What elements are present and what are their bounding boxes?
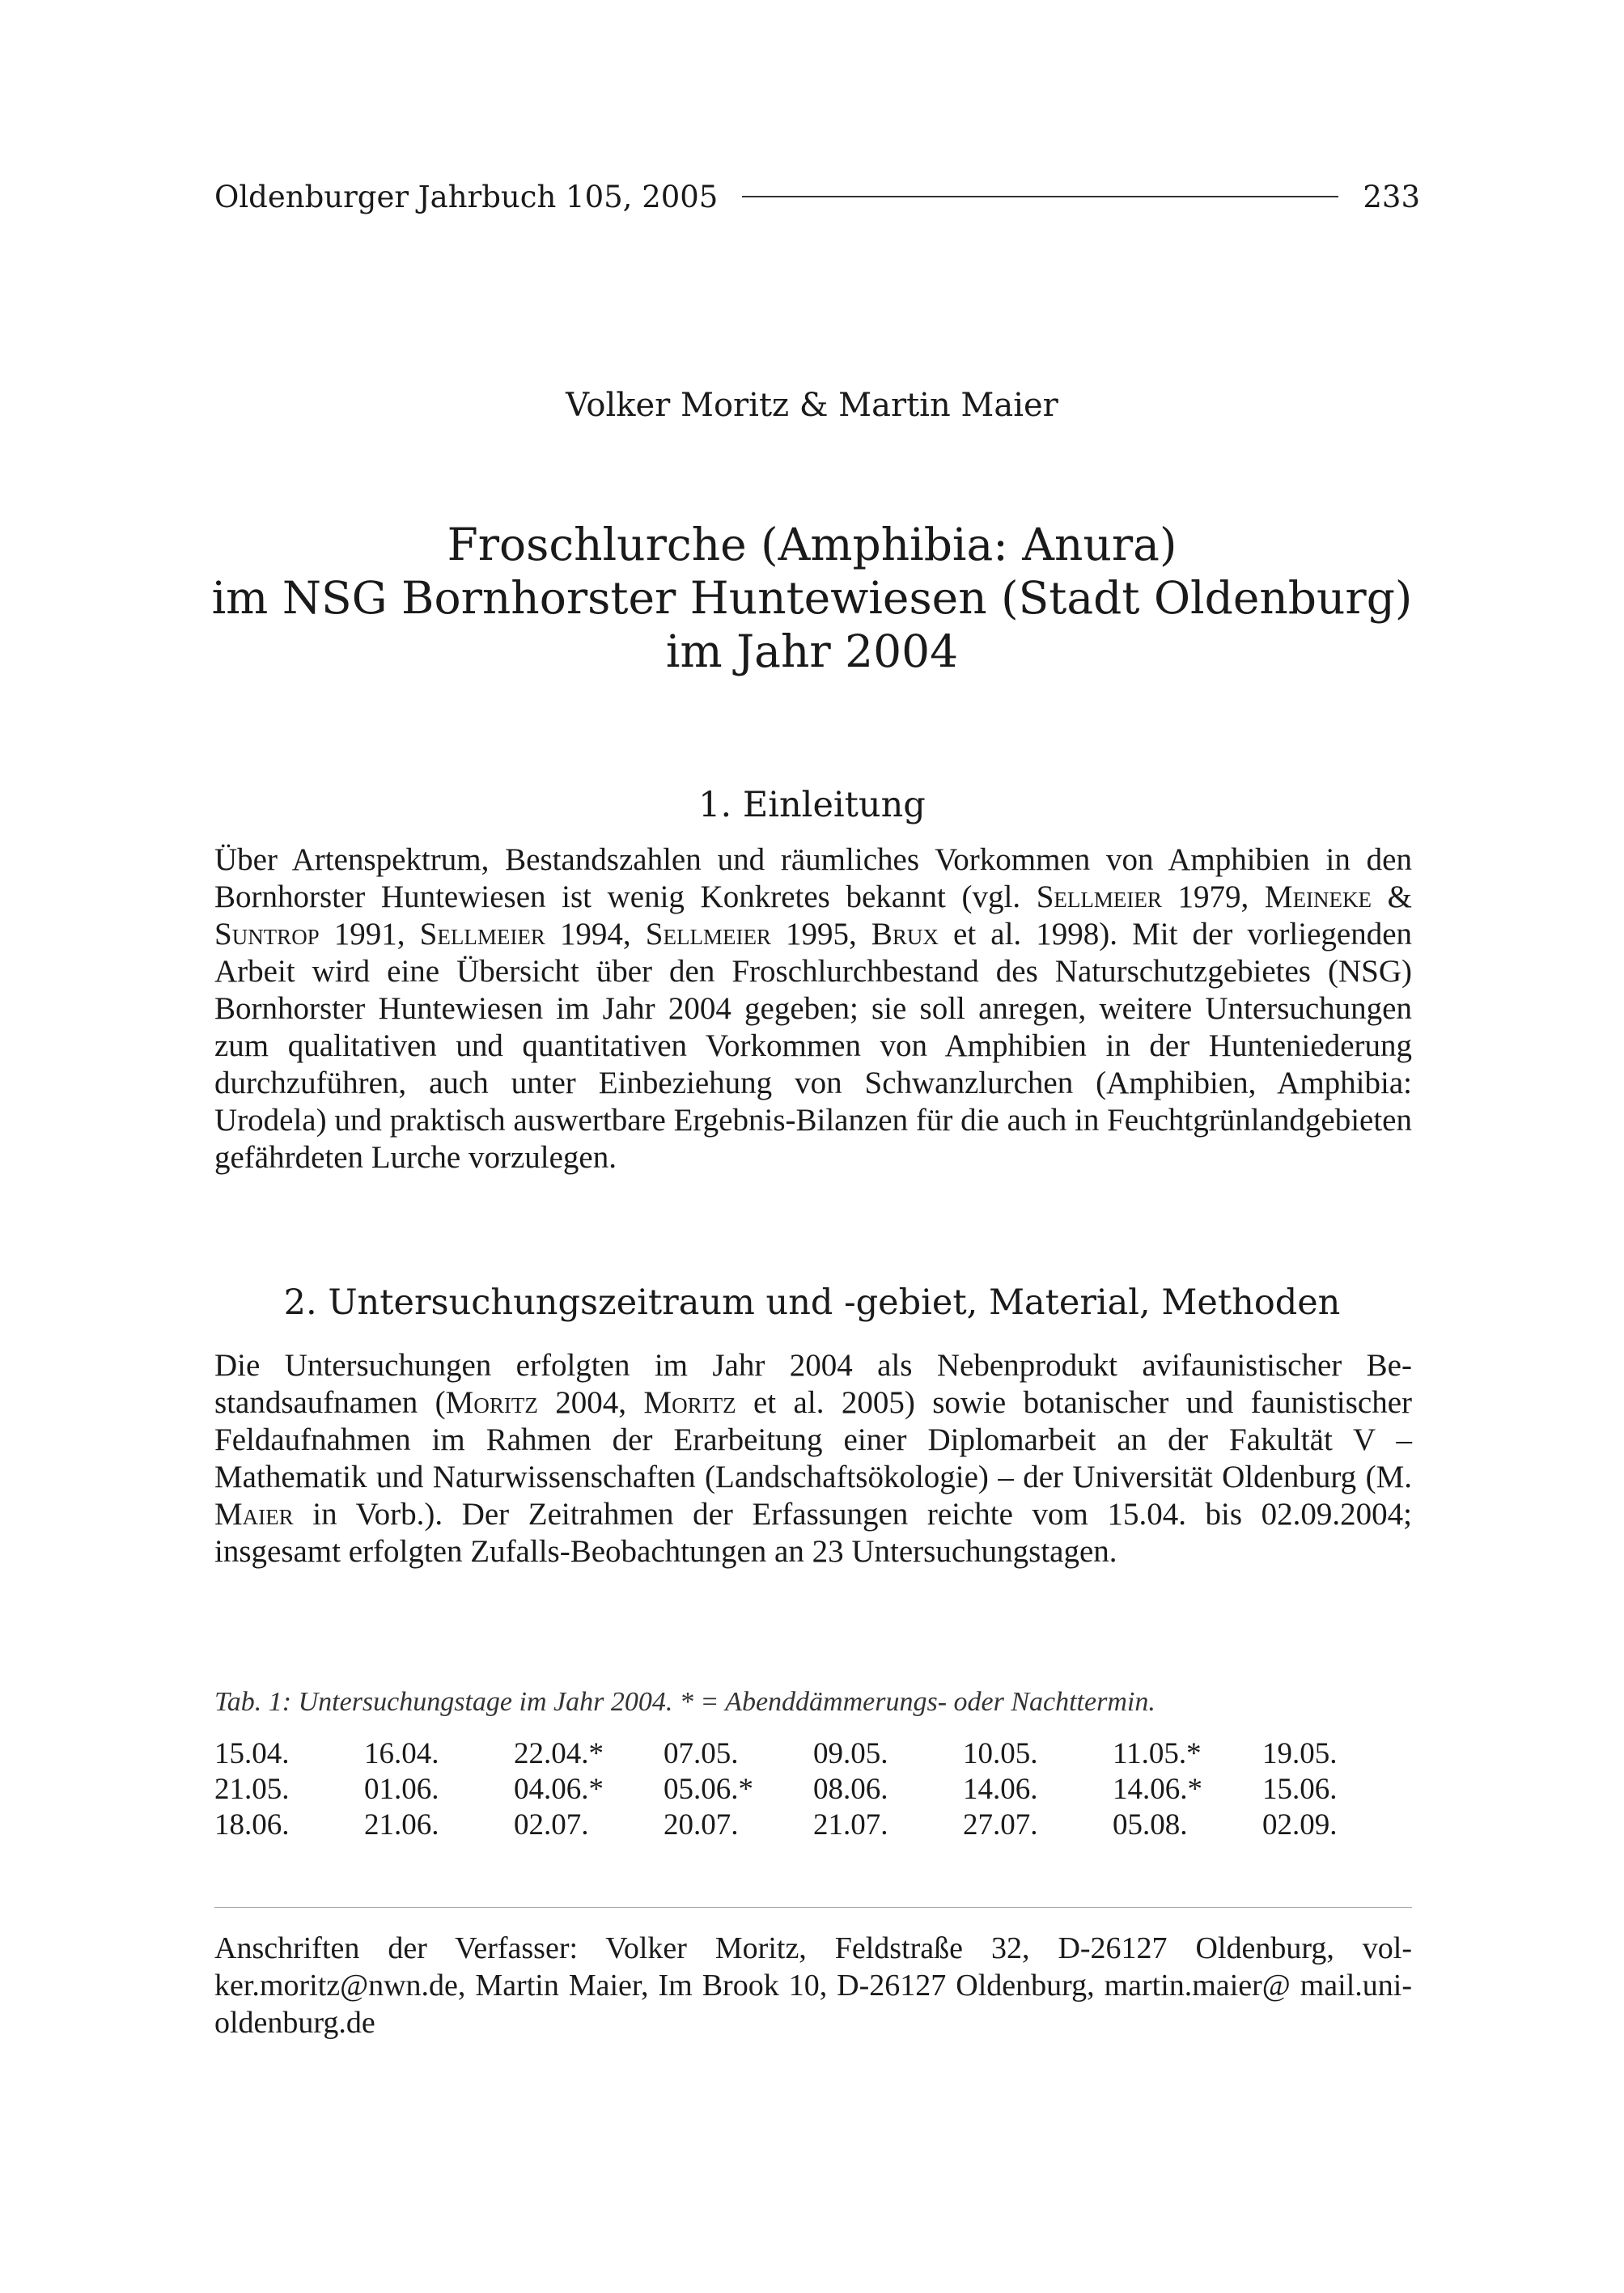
citation: Sellmeier [645,917,771,952]
citation: Moritz [643,1385,736,1420]
article-title [0,518,1624,678]
survey-dates-table [214,1736,1412,1842]
citation: Sellmeier [419,917,545,952]
title-line-3: im Jahr 2004 [665,625,959,677]
section-2-paragraph: Die Untersuchungen erfolgten im Jahr 2004 als Nebenprodukt avifaunistischer Bestandsaufnamen (Moritz 2004, Moritz et al. 2005) sowie botanischer und faunistischer Feldaufnahmen im Rahmen der Erarbeitung einer Diplomarbeit an der Fakultät V – Mathematik und Naturwissenschaften (Landschaftsökologie) – der Universität Oldenburg (M. Maier in Vorb.). Der Zeitrahmen der Erfassungen reichte vom 15.04. bis 02.09.2004; insgesamt erfolgten Zufalls-Beobachtungen an 23 Untersuchungstagen. [214,1348,1413,1569]
section-1-paragraph: Über Artenspektrum, Bestandszahlen und räumliches Vorkommen von Amphibien in den Bornhorster Huntewiesen ist wenig Konkretes bekannt (vgl. Sellmeier 1979, Meineke & Suntrop 1991, Sellmeier 1994, Sellmeier 1995, Brux et al. 1998). Mit der vorliegenden Arbeit wird eine Übersicht über den Froschlurchbestand des Naturschutzgebietes (NSG) Bornhorster Huntewiesen im Jahr 2004 gegeben; sie soll anregen, weitere Untersuchungen zum qualitativen und quantitativen Vorkommen von Amphibien in der Hunteniederung durchzuführen, auch unter Einbeziehung von Schwanzlurchen (Amphibien, Amphibia: Urodela) und praktisch auswertbare Ergebnis-Bilanzen für die auch in Feuchtgrünlandgebieten gefährdeten Lurche vorzulegen. [214,842,1413,1175]
running-head [214,176,1420,217]
table-cell: 07.05. [664,1736,739,1770]
table-cell: 02.09. [1262,1808,1338,1842]
citation: Maier [214,1497,294,1532]
table-cell: 04.06.* [514,1772,604,1806]
table-cell: 19.05. [1262,1736,1338,1770]
table-cell: 16.04. [364,1736,439,1770]
table-cell: 05.08. [1113,1808,1188,1842]
title-line-1: Froschlurche (Amphibia: Anura) [447,519,1177,570]
header-rule [742,196,1338,197]
citation: Moritz [445,1385,538,1420]
table-cell: 21.05. [214,1772,290,1806]
table-row [214,1807,1412,1842]
table-cell: 01.06. [364,1772,439,1806]
table-cell: 21.07. [813,1808,888,1842]
citation: Meineke [1264,879,1372,914]
table-cell: 05.06.* [664,1772,753,1806]
table-cell: 15.06. [1262,1772,1338,1806]
section-1-heading: 1. Einleitung [698,785,926,825]
table-cell: 21.06. [364,1808,439,1842]
table-row [214,1736,1412,1771]
table-cell: 20.07. [664,1808,739,1842]
page-number: 233 [1363,179,1420,214]
table-cell: 27.07. [963,1808,1038,1842]
footnote-rule [214,1907,1412,1908]
journal-title: Oldenburger Jahrbuch 105, 2005 [214,179,719,214]
section-2-heading: 2. Untersuchungszeitraum und -gebiet, Material, Methoden [283,1282,1341,1323]
citation: Brux [871,917,939,952]
title-line-2: im NSG Bornhorster Huntewiesen (Stadt Oldenburg) [211,572,1413,624]
author-addresses-footnote: Anschriften der Verfasser: Volker Moritz, Feldstraße 32, D-26127 Oldenburg, volker.moritz@nwn.de, Martin Maier, Im Brook 10, D-26127 Oldenburg, martin.maier@ mail.uni-oldenburg.de [214,1931,1412,2040]
table-cell: 14.06. [963,1772,1038,1806]
table-cell: 09.05. [813,1736,888,1770]
table-cell: 08.06. [813,1772,888,1806]
table-cell: 10.05. [963,1736,1038,1770]
table-cell: 02.07. [514,1808,589,1842]
table-cell: 15.04. [214,1736,290,1770]
table-cell: 18.06. [214,1808,290,1842]
table-cell: 22.04.* [514,1736,604,1770]
table-cell: 14.06.* [1113,1772,1202,1806]
article-authors: Volker Moritz & Martin Maier [566,387,1058,424]
citation: Sellmeier [1036,879,1162,914]
table-cell: 11.05.* [1113,1736,1202,1770]
table-caption: Tab. 1: Untersuchungstage im Jahr 2004. * = Abenddämmerungs- oder Nachttermin. [214,1687,1155,1717]
citation: Suntrop [214,917,320,952]
table-row [214,1771,1412,1807]
